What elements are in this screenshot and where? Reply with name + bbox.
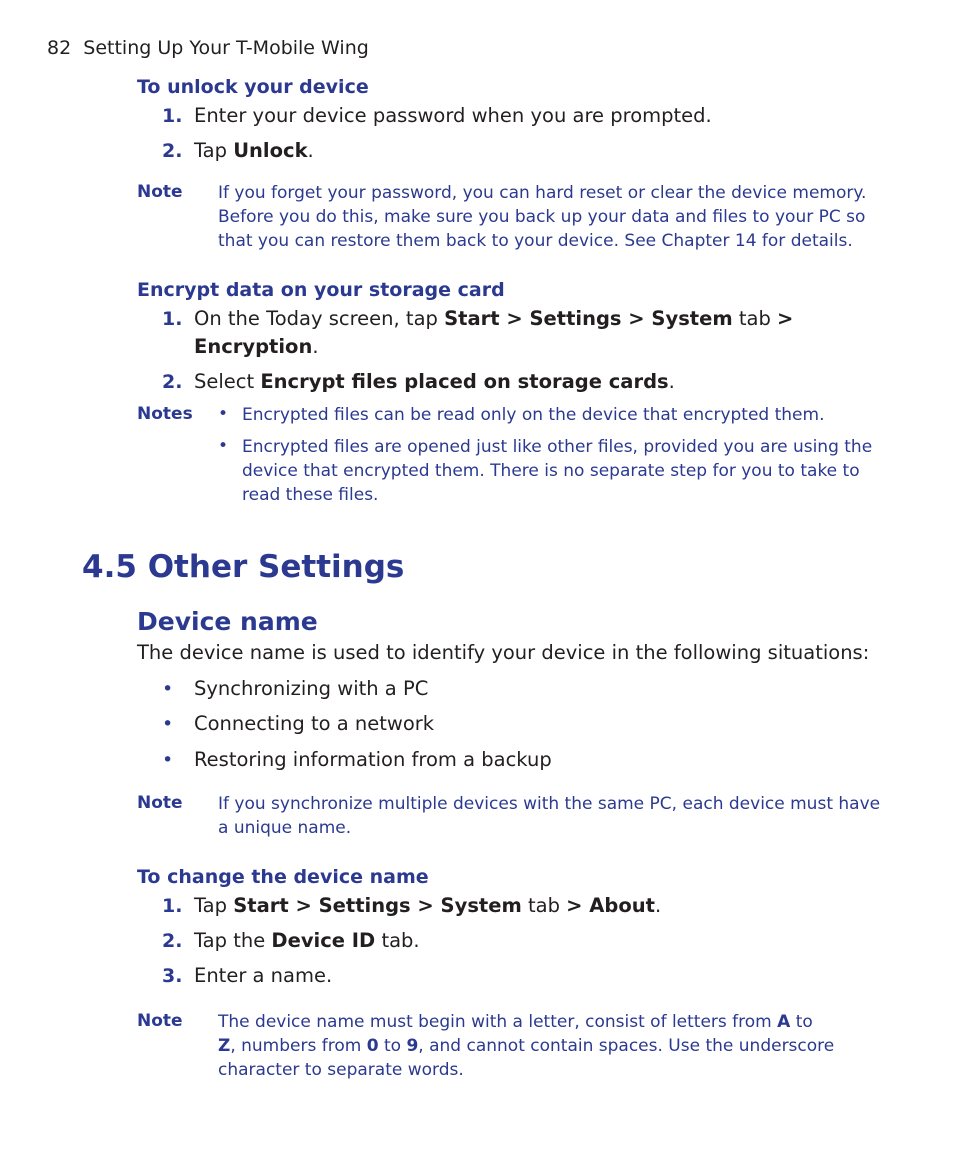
list-item: Restoring information from a backup	[194, 748, 552, 771]
note-label: Note	[137, 1011, 183, 1031]
step-text: Enter a name.	[194, 964, 333, 987]
step-number: 1.	[162, 105, 183, 127]
note-text: Encrypted files can be read only on the device that encrypted them.	[242, 405, 825, 425]
page-number: 82	[47, 37, 72, 59]
step-number: 2.	[162, 140, 183, 162]
step-text: On the Today screen, tap Start > Settings > System tab > Encryption.	[194, 307, 794, 358]
list-item: Synchronizing with a PC	[194, 677, 429, 700]
list-item: Connecting to a network	[194, 712, 435, 735]
step-number: 1.	[162, 895, 183, 917]
step-number: 2.	[162, 371, 183, 393]
running-header	[47, 37, 369, 59]
section-title: 4.5 Other Settings	[82, 549, 405, 585]
bullet: •	[162, 749, 174, 771]
unlock-heading: To unlock your device	[137, 76, 369, 98]
note-text: The device name must begin with a letter, consist of letters from A to Z, numbers from 0 to 9, and cannot contain spaces. Use the underscore character to separate words.	[218, 1012, 835, 1080]
step-text: Tap Unlock.	[194, 139, 314, 162]
bullet: •	[218, 436, 229, 456]
bullet: •	[162, 678, 174, 700]
change-heading: To change the device name	[137, 866, 429, 888]
step-text: Select Encrypt files placed on storage cards.	[194, 370, 675, 393]
note-label: Note	[137, 182, 183, 202]
note-text: If you forget your password, you can hard reset or clear the device memory. Before you do this, make sure you back up your data and files to your PC so that you can restore them back to your device. See Chapter 14 for details.	[218, 183, 867, 251]
intro-text: The device name is used to identify your device in the following situations:	[137, 641, 870, 664]
note-label: Note	[137, 793, 183, 813]
step-number: 3.	[162, 965, 183, 987]
bullet: •	[218, 404, 229, 424]
note-text: If you synchronize multiple devices with the same PC, each device must have a unique name.	[218, 794, 881, 838]
ui-term: Unlock	[233, 139, 308, 162]
device-name-heading: Device name	[137, 607, 318, 636]
step-number: 1.	[162, 308, 183, 330]
step-text: Tap the Device ID tab.	[194, 929, 420, 952]
step-number: 2.	[162, 930, 183, 952]
bullet: •	[162, 713, 174, 735]
running-title: Setting Up Your T-Mobile Wing	[83, 37, 369, 59]
encrypt-heading: Encrypt data on your storage card	[137, 279, 505, 301]
step-text: Enter your device password when you are prompted.	[194, 104, 712, 127]
notes-label: Notes	[137, 404, 193, 424]
note-text: Encrypted files are opened just like other files, provided you are using the device that encrypted them. There is no separate step for you to take to read these files.	[242, 437, 873, 505]
step-text: Tap Start > Settings > System tab > About.	[194, 894, 662, 917]
